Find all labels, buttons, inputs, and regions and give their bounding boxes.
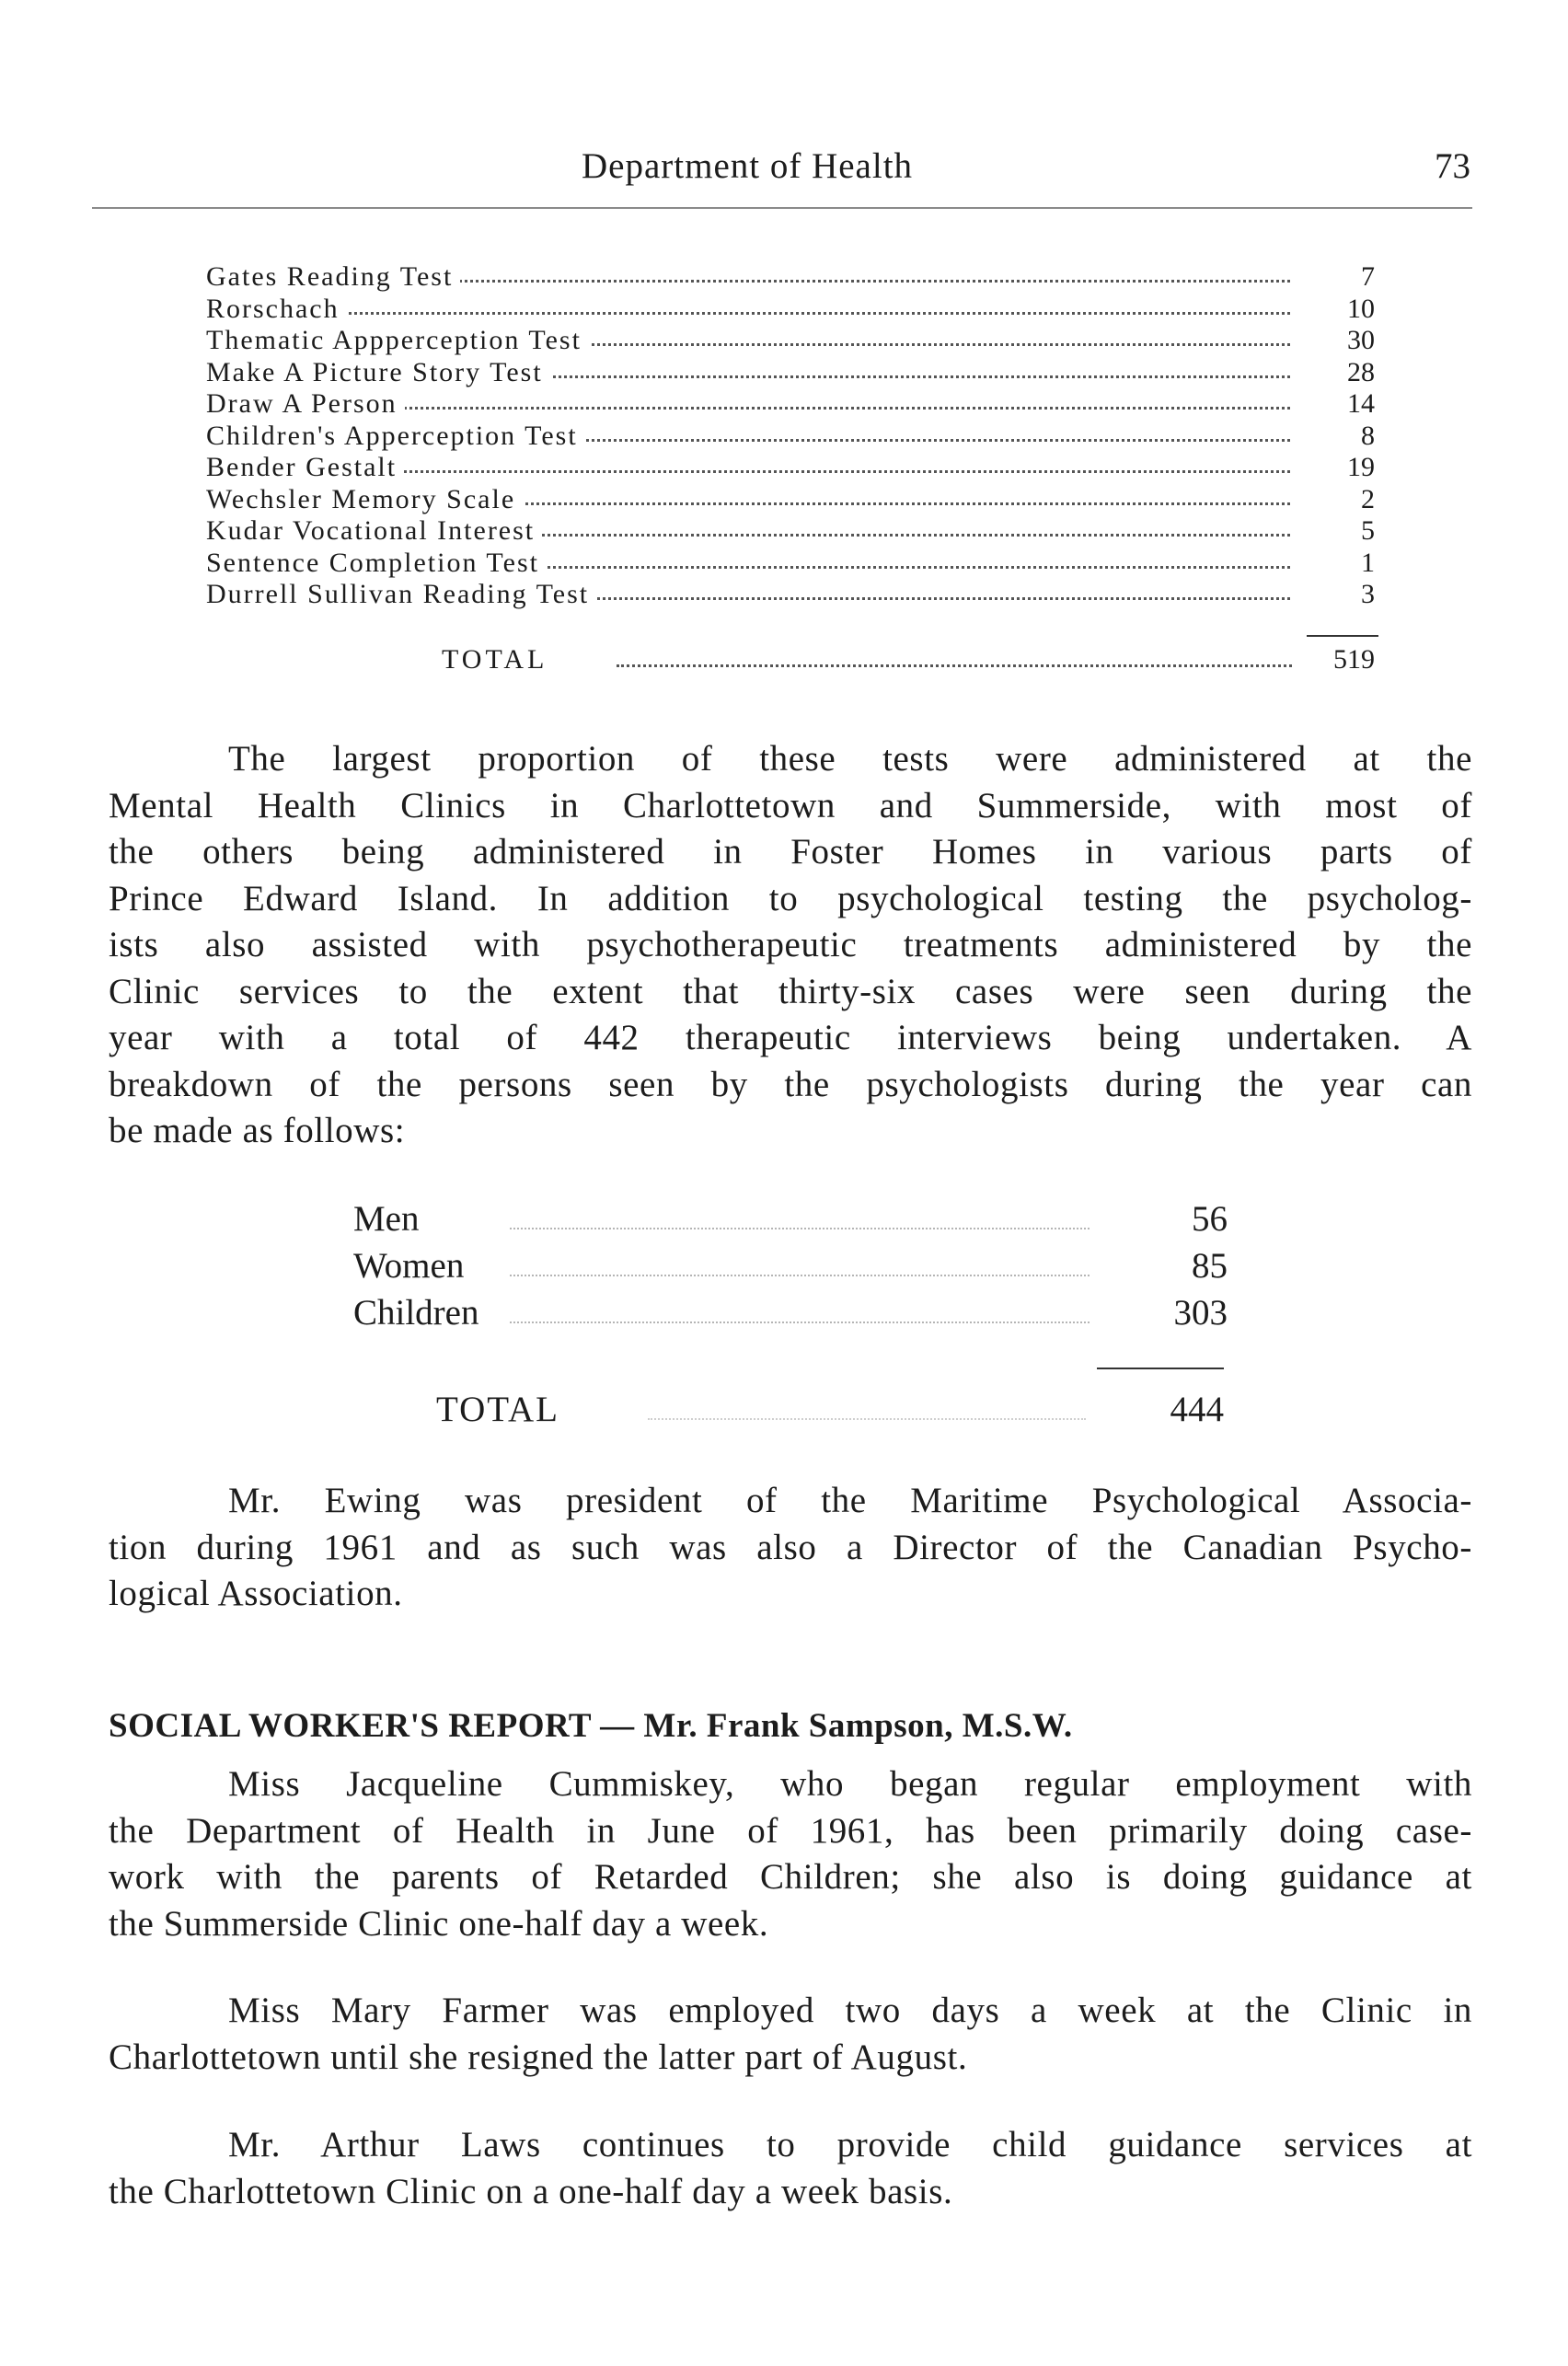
text-line: Mr. Arthur Laws continues to provide child guidance services at — [228, 2125, 1472, 2164]
test-count: 2 — [1361, 483, 1375, 514]
dot-leader — [617, 664, 1292, 667]
text-line: the Department of Health in June of 1961, has been primarily doing case- — [109, 1810, 1472, 1851]
running-title: Department of Health — [582, 146, 914, 186]
text-line: work with the parents of Retarded Children; she also is doing guidance at — [109, 1857, 1472, 1897]
text-line: Mental Health Clinics in Charlottetown and Summerside, with most of — [109, 785, 1472, 825]
section-heading: SOCIAL WORKER'S REPORT — Mr. Frank Sampson, M.S.W. — [109, 1707, 1073, 1745]
person-category: Children — [353, 1290, 488, 1336]
table-row — [206, 484, 1375, 516]
person-count: 303 — [1173, 1293, 1228, 1333]
table-row — [206, 579, 1375, 611]
person-count: 85 — [1192, 1246, 1228, 1286]
text-line: Prince Edward Island. In addition to psychological testing the psycholog- — [109, 878, 1472, 918]
persons-total-rule — [1097, 1368, 1224, 1369]
paragraph-test-locations — [109, 736, 1472, 1155]
test-count: 3 — [1361, 579, 1375, 609]
text-line: the Summerside Clinic one-half day a week. — [109, 1903, 769, 1944]
text-line: Charlottetown until she resigned the latter part of August. — [109, 2037, 968, 2077]
persons-total-label: TOTAL — [436, 1390, 559, 1429]
table-row — [206, 357, 1375, 389]
test-count: 8 — [1361, 420, 1375, 451]
persons-total-value: 444 — [1170, 1390, 1224, 1429]
test-count: 5 — [1361, 515, 1375, 546]
test-name: Durrell Sullivan Reading Test — [206, 579, 596, 610]
running-header — [0, 145, 1568, 191]
table-row — [353, 1243, 1228, 1290]
persons-table — [353, 1196, 1228, 1337]
dot-leader — [510, 1275, 1090, 1276]
table-row — [206, 452, 1375, 484]
person-category: Women — [353, 1243, 473, 1289]
test-name: Wechsler Memory Scale — [206, 484, 523, 515]
test-count: 28 — [1347, 356, 1375, 387]
text-line: the others being administered in Foster Homes in various parts of — [109, 832, 1472, 871]
table-row — [353, 1290, 1228, 1337]
text-line: Mr. Ewing was president of the Maritime Psychological Associa- — [228, 1481, 1472, 1520]
test-name: Rorschach — [206, 294, 347, 325]
dot-leader — [648, 1418, 1086, 1420]
tests-table — [206, 261, 1375, 611]
text-line: Miss Jacqueline Cummiskey, who began regular employment with — [228, 1764, 1472, 1804]
text-line: The largest proportion of these tests were administered at the — [228, 739, 1472, 779]
paragraph-farmer — [109, 1988, 1472, 2081]
test-count: 14 — [1347, 388, 1375, 419]
header-rule — [92, 207, 1472, 209]
test-count: 1 — [1361, 547, 1375, 578]
test-count: 7 — [1361, 261, 1375, 292]
test-count: 10 — [1347, 293, 1375, 324]
table-row — [353, 1196, 1228, 1243]
tests-total-rule — [1307, 635, 1378, 637]
test-name: Gates Reading Test — [206, 261, 460, 293]
test-name: Make A Picture Story Test — [206, 357, 550, 388]
tests-total-value: 519 — [1333, 644, 1375, 675]
persons-total-row — [436, 1387, 1224, 1433]
text-line: Miss Mary Farmer was employed two days a week at the Clinic in — [228, 1991, 1472, 2030]
paragraph-laws — [109, 2122, 1472, 2215]
person-category: Men — [353, 1196, 429, 1242]
page-number: 73 — [1435, 146, 1470, 186]
text-line: the Charlottetown Clinic on a one-half day a week basis. — [109, 2171, 953, 2211]
test-name: Children's Apperception Test — [206, 421, 585, 452]
table-row — [206, 388, 1375, 421]
test-name: Sentence Completion Test — [206, 548, 547, 579]
table-row — [206, 421, 1375, 453]
test-name: Draw A Person — [206, 388, 405, 420]
text-line: Clinic services to the extent that thirty-six cases were seen during the — [109, 971, 1472, 1011]
dot-leader — [510, 1321, 1090, 1323]
text-line: ists also assisted with psychotherapeutic treatments administered by the — [109, 925, 1472, 964]
paragraph-cummiskey — [109, 1761, 1472, 1947]
table-row — [206, 548, 1375, 580]
test-name: Thematic Appperception Test — [206, 325, 589, 356]
dot-leader — [510, 1228, 1090, 1229]
paragraph-mr-ewing — [109, 1478, 1472, 1618]
test-count: 19 — [1347, 452, 1375, 482]
text-line: breakdown of the persons seen by the psychologists during the year can — [109, 1064, 1472, 1104]
text-line: be made as follows: — [109, 1111, 406, 1150]
test-name: Kudar Vocational Interest — [206, 515, 542, 547]
tests-total-label: TOTAL — [442, 644, 548, 675]
test-count: 30 — [1347, 325, 1375, 355]
table-row — [206, 261, 1375, 294]
table-row — [206, 294, 1375, 326]
tests-total-row — [442, 644, 1375, 681]
table-row — [206, 515, 1375, 548]
text-line: year with a total of 442 therapeutic interviews being undertaken. A — [109, 1018, 1472, 1057]
test-name: Bender Gestalt — [206, 452, 404, 483]
text-line: logical Association. — [109, 1574, 403, 1613]
dot-leader — [206, 312, 1290, 315]
text-line: tion during 1961 and as such was also a Director of the Canadian Psycho- — [109, 1527, 1472, 1567]
table-row — [206, 325, 1375, 357]
person-count: 56 — [1192, 1199, 1228, 1239]
